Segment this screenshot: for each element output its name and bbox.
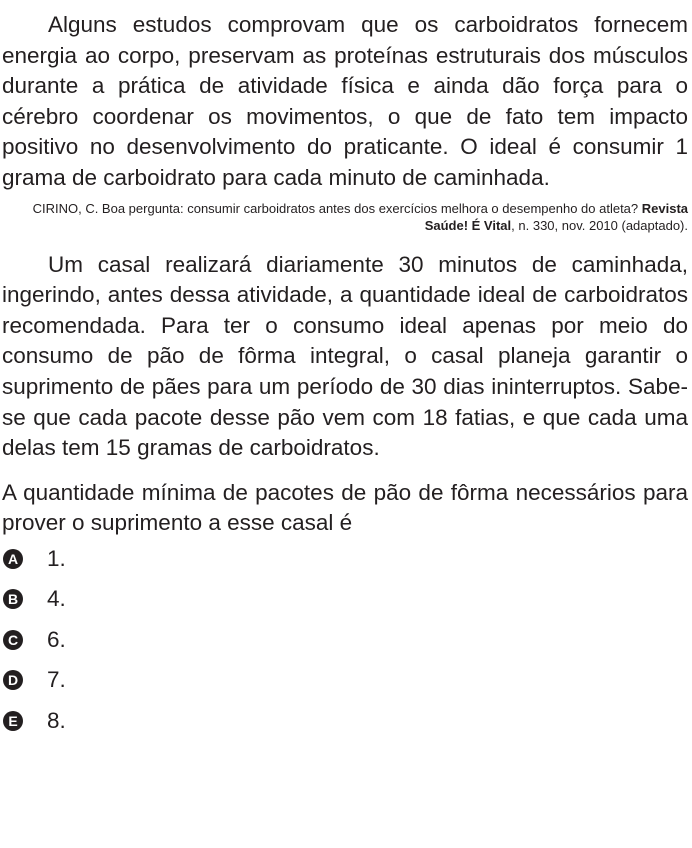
option-e[interactable] bbox=[2, 700, 688, 740]
option-d[interactable] bbox=[2, 660, 688, 700]
option-a[interactable] bbox=[2, 539, 688, 579]
option-e-letter-icon: E bbox=[3, 711, 23, 731]
option-c-letter-icon: C bbox=[3, 630, 23, 650]
citation bbox=[2, 200, 688, 234]
citation-source: Revista Saúde! É Vital bbox=[424, 200, 688, 233]
option-a-text: 1. bbox=[47, 546, 66, 572]
option-d-text: 7. bbox=[47, 667, 66, 693]
question-stem: A quantidade mínima de pacotes de pão de fôrma necessários para prover o suprimento a esse casal é bbox=[2, 479, 688, 536]
citation-prefix: CIRINO, C. Boa pergunta: consumir carboidratos antes dos exercícios melhora o desempenho do atleta? bbox=[32, 200, 642, 216]
option-b-letter-icon: B bbox=[3, 589, 23, 609]
option-c-text: 6. bbox=[47, 626, 66, 652]
citation-suffix: , n. 330, nov. 2010 (adaptado). bbox=[511, 217, 688, 233]
option-a-letter-icon: A bbox=[3, 549, 23, 569]
intro-paragraph: Alguns estudos comprovam que os carboidratos fornecem energia ao corpo, preservam as proteínas estruturais dos músculos durante a prática de atividade física e ainda dão força para o cérebro coordenar os movimentos, o que de fato tem impacto positivo no desenvolvimento do praticante. O ideal é consumir 1 grama de carboidrato para cada minuto de caminhada. bbox=[2, 12, 688, 190]
option-c[interactable] bbox=[2, 620, 688, 660]
option-b[interactable] bbox=[2, 579, 688, 619]
answer-options bbox=[2, 539, 688, 741]
option-b-text: 4. bbox=[47, 586, 66, 612]
option-d-letter-icon: D bbox=[3, 670, 23, 690]
option-e-text: 8. bbox=[47, 707, 66, 733]
problem-paragraph: Um casal realizará diariamente 30 minutos de caminhada, ingerindo, antes dessa atividade, a quantidade ideal de carboidratos recomendada. Para ter o consumo ideal apenas por meio do consumo de pão de fôrma integral, o casal planeja garantir o suprimento de pães para um período de 30 dias ininterruptos. Sabe-se que cada pacote desse pão vem com 18 fatias, e que cada uma delas tem 15 gramas de carboidratos. bbox=[2, 251, 688, 461]
